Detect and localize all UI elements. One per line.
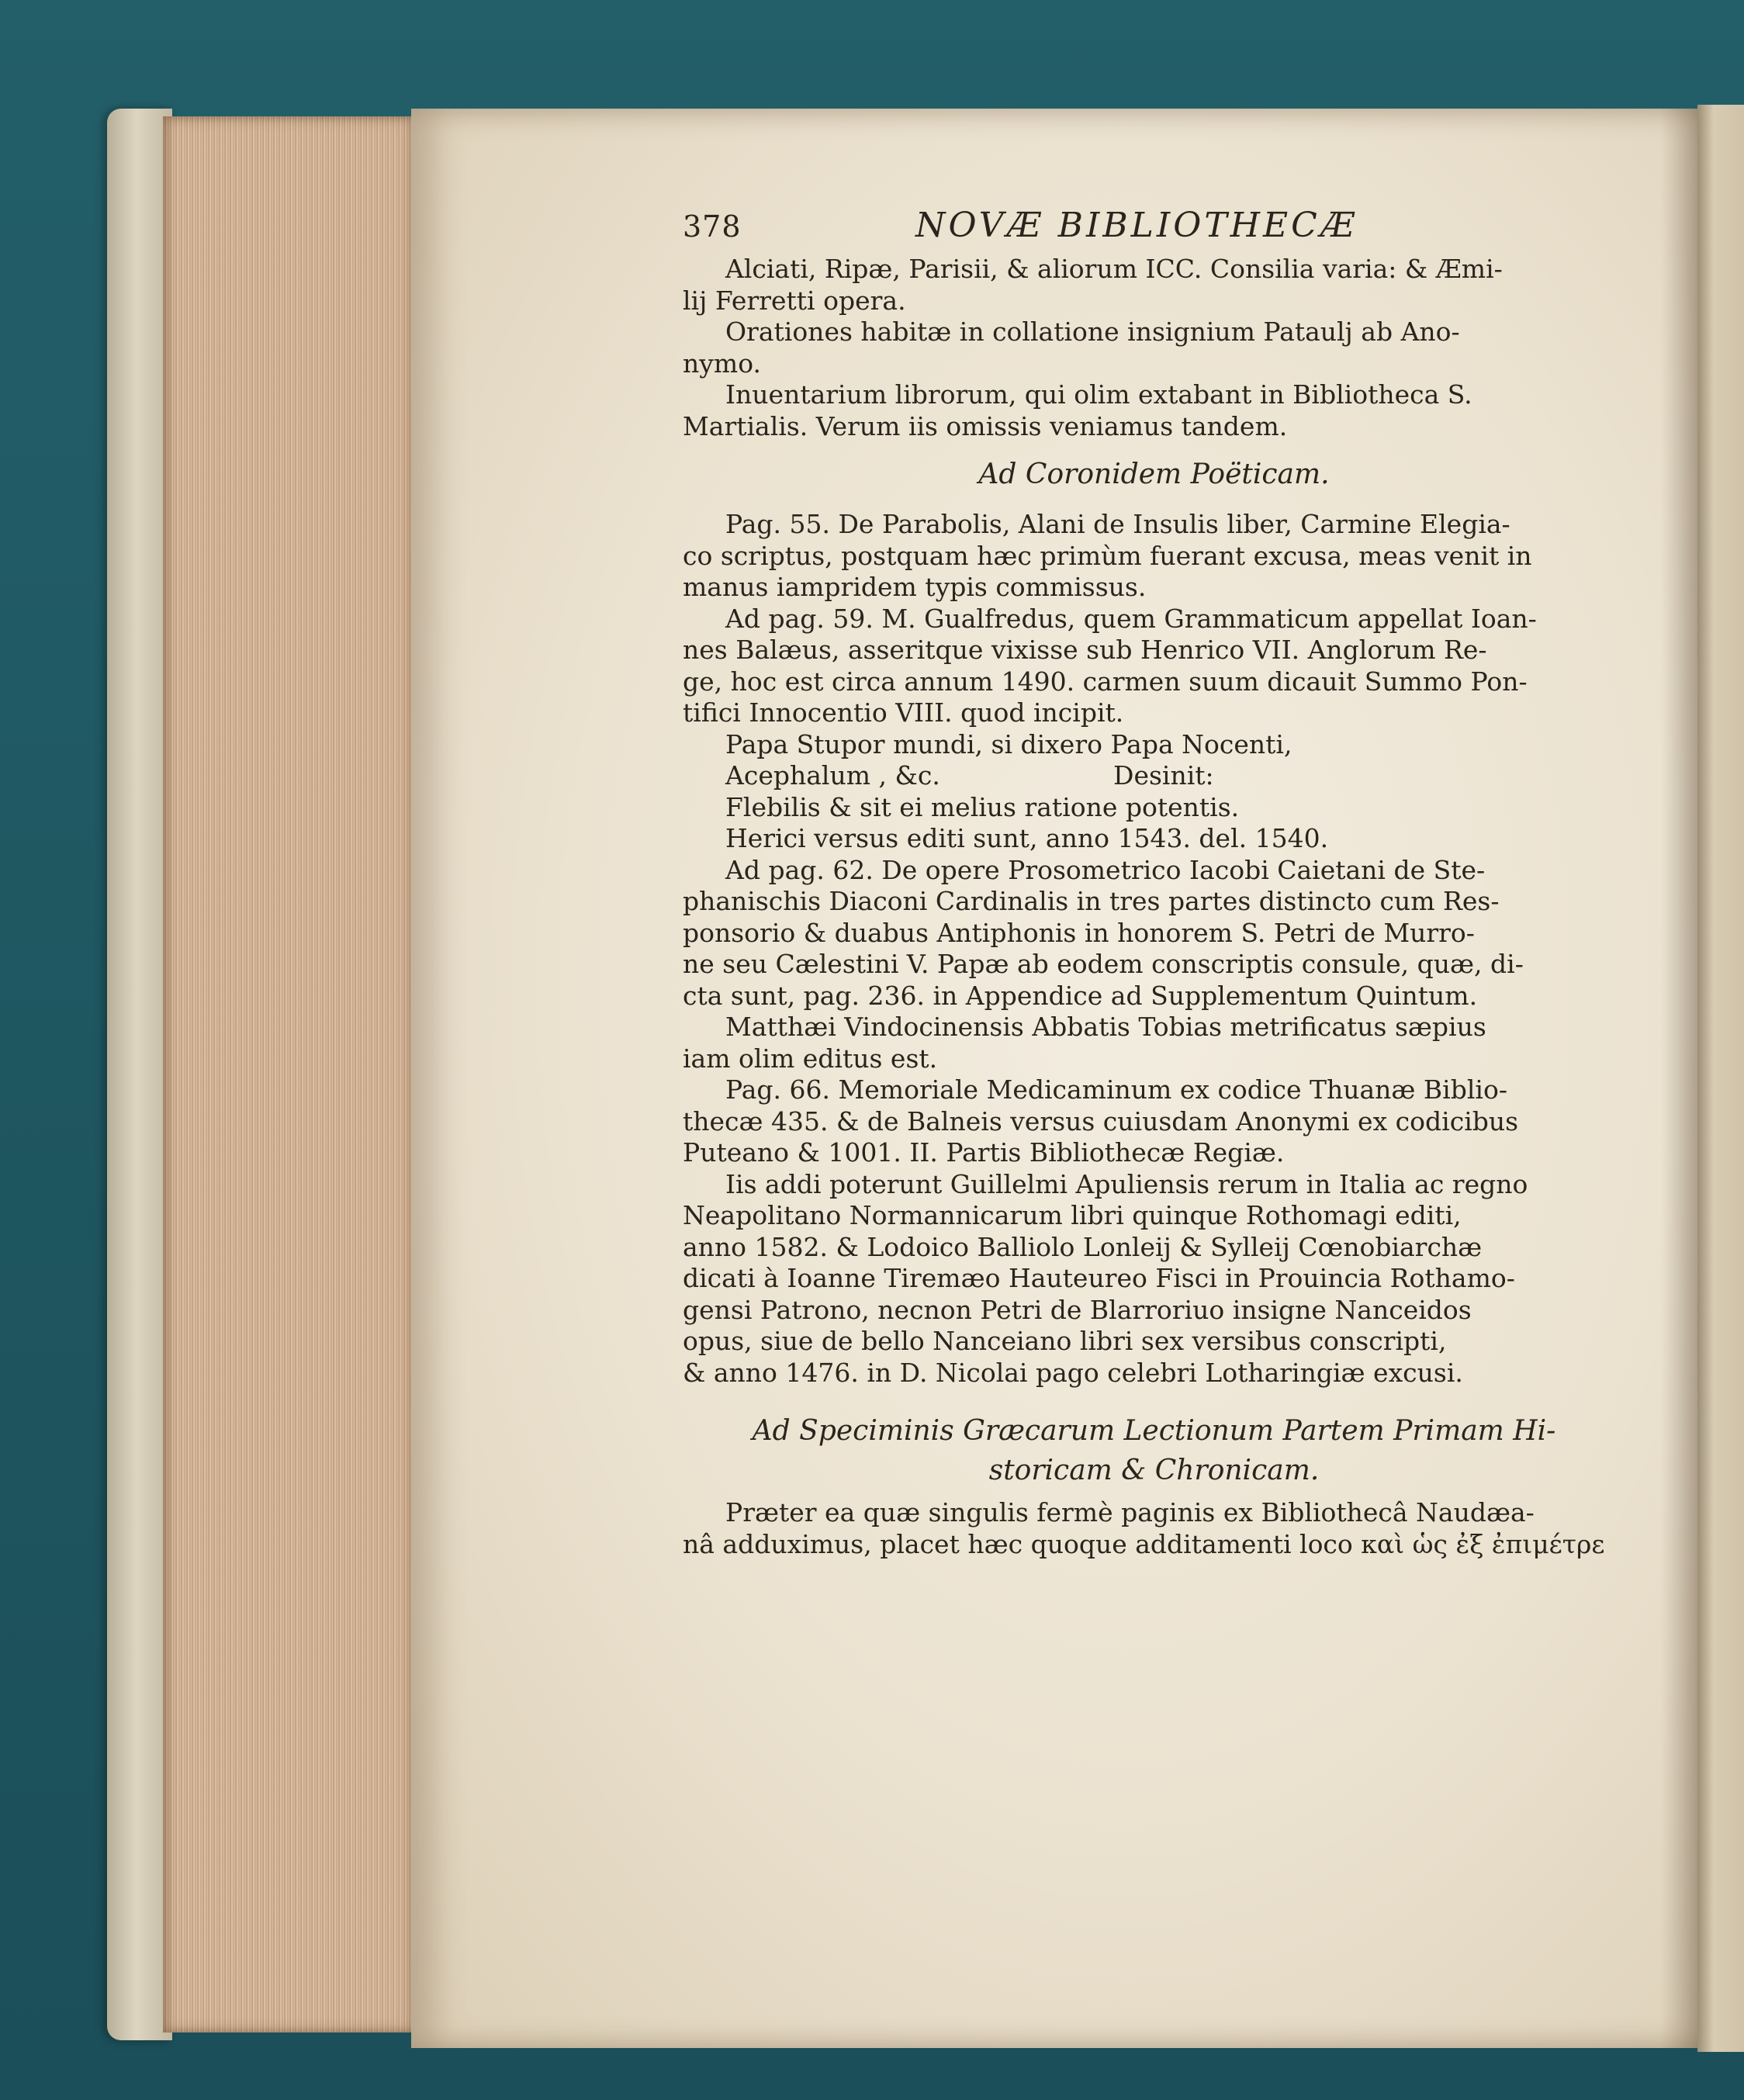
- verse-line: Papa Stupor mundi, si dixero Papa Nocenti,: [725, 728, 1292, 759]
- text-line: Alciati, Ripæ, Parisii, & aliorum ICC. Consilia varia: & Æmi-: [725, 254, 1503, 284]
- page-text: [683, 206, 1625, 1560]
- text-line: lij Ferretti opera.: [683, 285, 906, 316]
- verse-line: [683, 760, 1625, 792]
- text-line: opus, siue de bello Nanceiano libri sex versibus conscripti,: [683, 1326, 1447, 1356]
- section-heading-continued: storicam & Chronicam.: [988, 1455, 1320, 1486]
- text-line: ponsorio & duabus Antiphonis in honorem S. Petri de Murro-: [683, 917, 1475, 948]
- text-line: Matthæi Vindocinensis Abbatis Tobias metrificatus sæpius: [725, 1012, 1486, 1042]
- text-line: co scriptus, postquam hæc primùm fuerant excusa, meas venit in: [683, 540, 1532, 571]
- text-line: Martialis. Verum iis omissis veniamus tandem.: [683, 410, 1288, 441]
- text-line: ge, hoc est circa annum 1490. carmen suum dicauit Summo Pon-: [683, 666, 1528, 697]
- text-line: Orationes habitæ in collatione insignium Pataulj ab Ano-: [725, 317, 1460, 347]
- verse-desinit: Desinit:: [1113, 760, 1214, 791]
- text-line: Ad pag. 62. De opere Prosometrico Iacobi Caietani de Ste-: [725, 854, 1486, 885]
- text-line: Iis addi poterunt Guillelmi Apuliensis rerum in Italia ac regno: [725, 1168, 1528, 1199]
- verse-line: Herici versus editi sunt, anno 1543. del. 1540.: [725, 823, 1329, 853]
- text-line: Ad pag. 59. M. Gualfredus, quem Grammaticum appellat Ioan-: [725, 603, 1537, 634]
- text-line: thecæ 435. & de Balneis versus cuiusdam Anonymi ex codicibus: [683, 1105, 1519, 1136]
- text-line: manus iampridem typis commissus.: [683, 572, 1147, 602]
- text-line: Præter ea quæ singulis fermè paginis ex Bibliothecâ Naudæa-: [725, 1497, 1535, 1527]
- text-line: & anno 1476. in D. Nicolai pago celebri Lotharingiæ excusi.: [683, 1357, 1463, 1388]
- text-line: iam olim editus est.: [683, 1043, 938, 1074]
- section-heading: Ad Speciminis Græcarum Lectionum Partem Primam Hi-: [752, 1415, 1556, 1447]
- text-line: tifici Innocentio VIII. quod incipit.: [683, 697, 1124, 728]
- text-line: dicati à Ioanne Tiremæo Hauteureo Fisci in Prouincia Rothamo-: [683, 1263, 1515, 1293]
- text-line: ne seu Cælestini V. Papæ ab eodem conscriptis consule, quæ, di-: [683, 949, 1524, 979]
- text-line: gensi Patrono, necnon Petri de Blarroriuo insigne Nanceidos: [683, 1294, 1472, 1325]
- running-title: NOVÆ BIBLIOTHECÆ: [915, 206, 1358, 245]
- text-line: Pag. 55. De Parabolis, Alani de Insulis liber, Carmine Elegia-: [725, 509, 1510, 539]
- text-line: cta sunt, pag. 236. in Appendice ad Supplementum Quintum.: [683, 980, 1478, 1011]
- text-line: Neapolitano Normannicarum libri quinque Rothomagi editi,: [683, 1200, 1462, 1230]
- verse-line: Flebilis & sit ei melius ratione potentis.: [725, 791, 1240, 822]
- page-edges: [163, 116, 419, 2033]
- text-line: Inuentarium librorum, qui olim extabant in Bibliotheca S.: [725, 379, 1472, 410]
- section-heading: Ad Coronidem Poëticam.: [978, 458, 1330, 490]
- facing-page-edge: [1697, 105, 1744, 2052]
- text-line: anno 1582. & Lodoico Balliolo Lonleij & Sylleij Cœnobiarchæ: [683, 1231, 1483, 1262]
- text-line: nymo.: [683, 348, 761, 379]
- page-number: 378: [683, 209, 742, 244]
- text-line: Pag. 66. Memoriale Medicaminum ex codice Thuanæ Biblio-: [725, 1074, 1507, 1105]
- running-head: [683, 206, 1625, 254]
- verse-text: Acephalum , &c.: [725, 760, 940, 791]
- text-line: phanischis Diaconi Cardinalis in tres partes distincto cum Res-: [683, 886, 1500, 916]
- text-line: nâ adduximus, placet hæc quoque additamenti loco καὶ ὡς ἐξ ἐπιμέτρε: [683, 1528, 1605, 1559]
- text-line: nes Balæus, asseritque vixisse sub Henrico VII. Anglorum Re-: [683, 635, 1487, 665]
- text-line: Puteano & 1001. II. Partis Bibliothecæ Regiæ.: [683, 1137, 1285, 1168]
